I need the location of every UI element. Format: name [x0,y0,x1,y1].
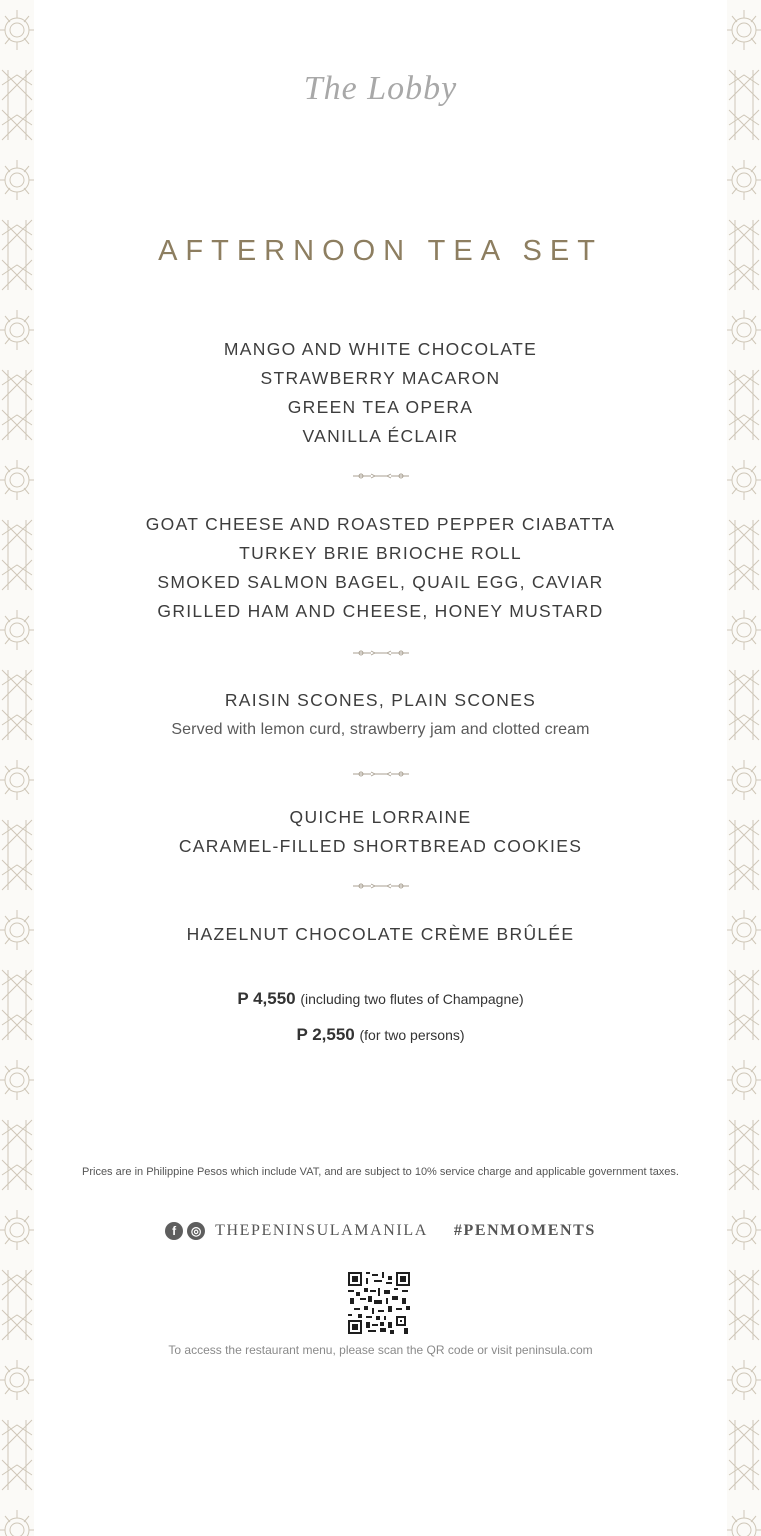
savouries-section [34,510,727,626]
ornament-divider [34,472,727,480]
menu-item: GOAT CHEESE AND ROASTED PEPPER CIABATTA [145,514,616,534]
price-description: (including two flutes of Champagne) [300,991,524,1007]
price-amount: P 4,550 [237,989,296,1008]
qr-code[interactable] [348,1272,410,1334]
social-handle: THEPENINSULAMANILA [215,1222,428,1239]
price-line [34,1025,727,1045]
menu-item: GRILLED HAM AND CHEESE, HONEY MUSTARD [157,601,604,621]
social-bar [34,1222,727,1240]
menu-item-note: Served with lemon curd, strawberry jam and clotted cream [171,721,590,738]
menu-title: AFTERNOON TEA SET [158,235,603,267]
menu-item: CARAMEL-FILLED SHORTBREAD COOKIES [178,836,583,856]
scones-section [34,686,727,744]
menu-item: VANILLA ÉCLAIR [302,426,459,446]
menu-item: RAISIN SCONES, PLAIN SCONES [224,690,537,710]
menu-item: GREEN TEA OPERA [287,397,474,417]
sweets-section [34,335,727,451]
extras-section [34,803,727,861]
access-note: To access the restaurant menu, please scan the QR code or visit peninsula.com [168,1343,593,1357]
right-decorative-border [727,0,761,1536]
dessert-section [34,920,727,949]
menu-content [34,0,727,1536]
hashtag: #PENMOMENTS [453,1222,596,1239]
ornament-divider [34,882,727,890]
tax-disclaimer: Prices are in Philippine Pesos which include VAT, and are subject to 10% service charge and applicable government taxes. [82,1166,679,1178]
menu-item: TURKEY BRIE BRIOCHE ROLL [239,543,522,563]
menu-item: QUICHE LORRAINE [289,807,472,827]
price-line [34,989,727,1009]
menu-item: STRAWBERRY MACARON [260,368,501,388]
menu-item: SMOKED SALMON BAGEL, QUAIL EGG, CAVIAR [157,572,604,592]
price-description: (for two persons) [359,1027,465,1043]
menu-item: HAZELNUT CHOCOLATE CRÈME BRÛLÉE [186,924,575,944]
price-amount: P 2,550 [296,1025,355,1044]
left-decorative-border [0,0,34,1536]
facebook-icon[interactable]: f [165,1222,183,1240]
restaurant-logo: The Lobby [303,70,458,107]
ornament-divider [34,770,727,778]
menu-item: MANGO AND WHITE CHOCOLATE [223,339,538,359]
instagram-icon[interactable]: ◎ [187,1222,205,1240]
ornament-divider [34,649,727,657]
